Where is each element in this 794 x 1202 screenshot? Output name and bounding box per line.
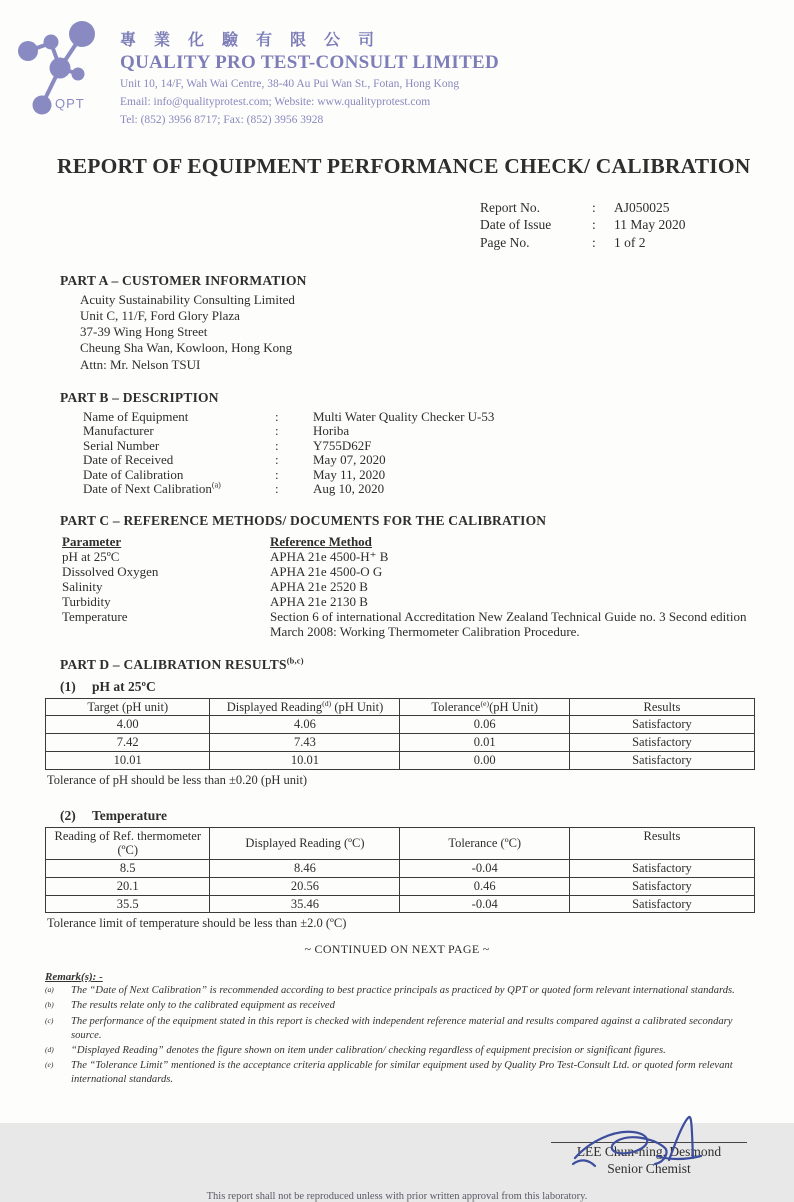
remark-text: “Displayed Reading” denotes the figure shown on item under calibration/ checking regardless of equipment precision or significant figures. xyxy=(71,1045,666,1057)
reference-methods-list xyxy=(62,534,794,640)
temperature-table-row xyxy=(46,877,755,895)
signatory-title: Senior Chemist xyxy=(607,1160,691,1176)
remark-item xyxy=(45,984,756,998)
continued-on-next-page: ~ CONTINUED ON NEXT PAGE ~ xyxy=(304,942,490,957)
separator: : xyxy=(275,481,279,497)
remark-item xyxy=(45,1044,756,1058)
field-label: Manufacturer xyxy=(83,423,154,439)
reference-method-row xyxy=(62,579,794,594)
displayed-reading-value: 8.46 xyxy=(210,860,400,878)
result-value: Satisfactory xyxy=(569,734,754,752)
part-c-heading: PART C – REFERENCE METHODS/ DOCUMENTS FOR THE CALIBRATION xyxy=(60,512,547,528)
part-d-section xyxy=(0,657,794,932)
displayed-reading-value: 7.43 xyxy=(210,734,400,752)
temperature-table-row xyxy=(46,895,755,913)
ref-thermometer-column-header: Reading of Ref. thermometer (ºC) xyxy=(46,827,210,860)
reference-method: APHA 21e 2130 B xyxy=(270,594,368,610)
field-label: Date of Next Calibration$^{(a)}$ xyxy=(83,481,221,497)
remarks-section xyxy=(45,971,756,1087)
displayed-reading-value: 4.06 xyxy=(210,716,400,734)
separator: : xyxy=(592,234,596,250)
footer-disclaimer: This report shall not be reproduced unless with prior written approval from this laboratory. xyxy=(206,1190,588,1202)
part-c-section xyxy=(0,513,794,640)
displayed-reading-column-header: Displayed Reading$^{(d)}$ (pH Unit) xyxy=(210,698,400,716)
part-b-section xyxy=(0,390,794,497)
report-number-label: Report No. xyxy=(480,199,540,215)
tolerance-value: -0.04 xyxy=(400,895,569,913)
remark-marker: (d) xyxy=(45,1045,54,1055)
remark-marker: (c) xyxy=(45,1015,54,1025)
temperature-table-header-row xyxy=(46,827,755,860)
separator: : xyxy=(592,217,596,233)
equipment-name-row xyxy=(83,410,794,425)
field-value: Multi Water Quality Checker U-53 xyxy=(313,408,495,424)
ph-tolerance-note: Tolerance of pH should be less than ±0.20 (pH unit) xyxy=(47,772,308,787)
page-number-value: 1 of 2 xyxy=(614,234,646,250)
equipment-description xyxy=(83,410,794,497)
result-value: Satisfactory xyxy=(569,895,754,913)
field-label: Date of Calibration xyxy=(83,466,184,482)
field-value: Y755D62F xyxy=(313,437,372,453)
displayed-reading-value: 35.46 xyxy=(210,895,400,913)
temperature-tolerance-note: Tolerance limit of temperature should be less than ±2.0 (ºC) xyxy=(47,916,347,931)
separator: : xyxy=(275,423,279,439)
customer-address-line: 37-39 Wing Hong Street xyxy=(80,324,208,340)
remark-item xyxy=(45,1015,756,1043)
result-value: Satisfactory xyxy=(569,751,754,769)
field-value: Aug 10, 2020 xyxy=(313,481,385,497)
report-title: REPORT OF EQUIPMENT PERFORMANCE CHECK/ CALIBRATION xyxy=(57,153,751,178)
tolerance-column-header: Tolerance$^{(e)}$(pH Unit) xyxy=(400,698,569,716)
target-column-header: Target (pH unit) xyxy=(46,698,210,716)
tolerance-column-header: Tolerance (ºC) xyxy=(400,827,569,860)
report-info xyxy=(480,199,794,252)
report-number-row xyxy=(480,199,794,217)
displayed-reading-value: 10.01 xyxy=(210,751,400,769)
field-label: Serial Number xyxy=(83,437,160,453)
reference-method-row xyxy=(62,549,794,564)
remark-marker: (b) xyxy=(45,1000,54,1010)
ph-table-header-row xyxy=(46,698,755,716)
temperature-section-label: (2) Temperature xyxy=(60,807,167,823)
temperature-results-table xyxy=(45,827,755,914)
remark-text: The performance of the equipment stated in this report is checked with independent reference material and results compared against a calibrated secondary source. xyxy=(71,1015,733,1041)
page-number-row xyxy=(480,234,794,252)
issue-date-value: 11 May 2020 xyxy=(614,217,686,233)
customer-address-line: Unit C, 11/F, Ford Glory Plaza xyxy=(80,308,240,324)
field-value: Horiba xyxy=(313,423,350,439)
target-value: 7.42 xyxy=(46,734,210,752)
result-value: Satisfactory xyxy=(569,860,754,878)
date-received-row xyxy=(83,453,794,468)
target-value: 10.01 xyxy=(46,751,210,769)
result-value: Satisfactory xyxy=(569,716,754,734)
company-contact-email: Email: info@qualityprotest.com; Website: www.qualityprotest.com xyxy=(120,96,431,109)
separator: : xyxy=(275,408,279,424)
issue-date-label: Date of Issue xyxy=(480,217,552,233)
separator: : xyxy=(275,452,279,468)
reference-method: APHA 21e 4500-H⁺ B xyxy=(270,549,389,565)
serial-number-row xyxy=(83,439,794,454)
customer-attention: Attn: Mr. Nelson TSUI xyxy=(80,356,201,372)
tolerance-value: 0.06 xyxy=(400,716,569,734)
customer-address xyxy=(80,292,794,373)
company-address: Unit 10, 14/F, Wah Wai Centre, 38-40 Au Pui Wan St., Fotan, Hong Kong xyxy=(120,78,460,90)
tolerance-value: 0.46 xyxy=(400,877,569,895)
parameter-name: Temperature xyxy=(62,609,128,625)
signature-ink-icon xyxy=(569,1114,729,1176)
tolerance-value: 0.01 xyxy=(400,734,569,752)
reference-method-row xyxy=(62,564,794,579)
target-value: 4.00 xyxy=(46,716,210,734)
field-value: May 07, 2020 xyxy=(313,452,386,468)
remark-marker: (e) xyxy=(45,1060,54,1070)
tolerance-value: 0.00 xyxy=(400,751,569,769)
ph-table-row xyxy=(46,751,755,769)
part-b-heading: PART B – DESCRIPTION xyxy=(60,389,219,405)
ph-table-row xyxy=(46,734,755,752)
remark-item xyxy=(45,999,756,1013)
results-column-header: Results xyxy=(569,827,754,860)
remark-marker: (a) xyxy=(45,985,54,995)
page-number-label: Page No. xyxy=(480,234,530,250)
letterhead xyxy=(0,0,794,129)
separator: : xyxy=(275,466,279,482)
ph-results-table xyxy=(45,698,755,770)
field-label: Name of Equipment xyxy=(83,408,189,424)
reference-method: APHA 21e 2520 B xyxy=(270,579,368,595)
company-contact-phone: Tel: (852) 3956 8717; Fax: (852) 3956 3928 xyxy=(120,114,324,127)
method-column-header: Reference Method xyxy=(270,533,372,549)
customer-name: Acuity Sustainability Consulting Limited xyxy=(80,292,295,308)
ref-thermometer-value: 8.5 xyxy=(46,860,210,878)
result-value: Satisfactory xyxy=(569,877,754,895)
letterhead-text xyxy=(120,18,499,129)
remark-text: The results relate only to the calibrated equipment as received xyxy=(71,1000,335,1012)
part-d-heading: PART D – CALIBRATION RESULTS$^{(b,c)}$ xyxy=(60,656,304,672)
part-a-heading: PART A – CUSTOMER INFORMATION xyxy=(60,273,307,289)
parameter-name: Salinity xyxy=(62,579,103,595)
remark-text: The “Tolerance Limit” mentioned is the acceptance criteria applicable for similar equipment used by Quality Pro Test-Consult Ltd. or quoted form relevant international standards. xyxy=(71,1060,733,1086)
reference-method-row xyxy=(62,609,794,639)
ref-thermometer-value: 35.5 xyxy=(46,895,210,913)
remarks-heading: Remark(s): - xyxy=(45,971,103,984)
remark-item xyxy=(45,1059,756,1087)
signature-block xyxy=(551,1114,747,1177)
report-number-value: AJ050025 xyxy=(614,199,670,215)
results-column-header: Results xyxy=(569,698,754,716)
parameter-column-header: Parameter xyxy=(62,533,122,549)
field-value: May 11, 2020 xyxy=(313,466,386,482)
parameter-name: pH at 25ºC xyxy=(62,549,120,565)
ph-table-row xyxy=(46,716,755,734)
displayed-reading-value: 20.56 xyxy=(210,877,400,895)
company-name-chinese: 專 業 化 驗 有 限 公 司 xyxy=(120,32,382,49)
reference-method: Section 6 of international Accreditation New Zealand Technical Guide no. 3 Second edition March 2008: Working Thermometer Calibration Procedure. xyxy=(270,609,747,640)
ph-section-label: (1) pH at 25ºC xyxy=(60,678,156,694)
signatory-name: LEE Chun-ning, Desmond xyxy=(576,1143,722,1159)
parameter-name: Turbidity xyxy=(62,594,111,610)
molecule-logo-icon xyxy=(18,18,106,118)
reference-method-row xyxy=(62,594,794,609)
remark-text: The “Date of Next Calibration” is recommended according to best practice principals as practiced by QPT or quoted form relevant international standards. xyxy=(71,985,735,997)
parameter-name: Dissolved Oxygen xyxy=(62,564,159,580)
temperature-table-row xyxy=(46,860,755,878)
part-a-section xyxy=(0,273,794,373)
separator: : xyxy=(275,437,279,453)
reference-method: APHA 21e 4500-O G xyxy=(270,564,383,580)
reference-methods-header xyxy=(62,534,794,549)
date-next-calibration-row xyxy=(83,482,794,497)
tolerance-value: -0.04 xyxy=(400,860,569,878)
company-logo xyxy=(18,18,106,118)
manufacturer-row xyxy=(83,424,794,439)
ref-thermometer-value: 20.1 xyxy=(46,877,210,895)
svg-text:QPT: QPT xyxy=(55,96,85,111)
issue-date-row xyxy=(480,216,794,234)
displayed-reading-column-header: Displayed Reading (ºC) xyxy=(210,827,400,860)
customer-address-line: Cheung Sha Wan, Kowloon, Hong Kong xyxy=(80,340,293,356)
field-label: Date of Received xyxy=(83,452,174,468)
company-name-english: QUALITY PRO TEST-CONSULT LIMITED xyxy=(120,52,499,73)
separator: : xyxy=(592,199,596,215)
